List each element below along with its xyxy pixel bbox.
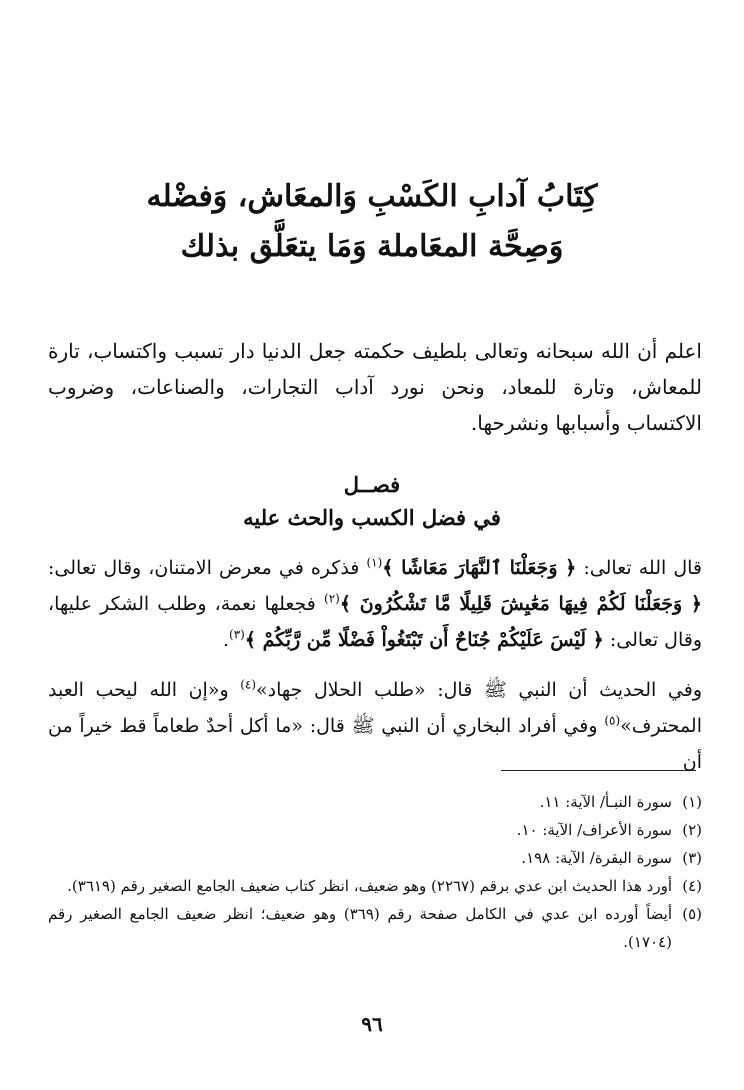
body-text-run: فذكره في معرض الامتنان، وقال تعالى:: [48, 557, 367, 579]
footnote-text: أورد هذا الحديث ابن عدي برقم (٢٢٦٧) وهو ضعيف، انظر كتاب ضعيف الجامع الصغير رقم (٣٦١٩).: [67, 877, 672, 895]
body-text-run: فجعلها نعمة، وطلب الشكر عليها، وقال تعالى:: [48, 593, 702, 651]
footnote-text: سورة النبـأ/ الآية: ١١.: [539, 793, 672, 811]
footnote-item: [48, 872, 702, 900]
body-text-run: .: [222, 629, 229, 651]
footnote-number: (٥): [682, 905, 702, 923]
quran-verse: ﴿ لَيْسَ عَلَيْكُمْ جُنَاحٌ أَن تَبْتَغُواْ فَضْلًا مِّن رَّبِّكُمْ ﴾: [244, 629, 604, 651]
footnote-item: [48, 788, 702, 816]
body-paragraph-1: [48, 550, 702, 658]
footnote-separator: [501, 770, 696, 771]
body-text-run: وفي الحديث أن النبي ﷺ قال: «طلب الحلال جهاد»: [256, 679, 702, 701]
page-number: ٩٦: [361, 1012, 383, 1036]
footnote-text: سورة البقرة/ الآية: ١٩٨.: [521, 849, 672, 867]
footnote-number: (٢): [682, 821, 702, 839]
intro-text: اعلم أن الله سبحانه وتعالى بلطيف حكمته جعل الدنيا دار تسبب واكتساب، تارة للمعاش، وتارة للمعاد، ونحن نورد آداب التجارات، والصناعات، وضروب الاكتساب وأسبابها ونشرحها.: [48, 339, 702, 435]
chapter-title: [0, 172, 744, 272]
body-text: [48, 550, 702, 780]
footnote-ref: (١): [366, 555, 383, 570]
body-text-run: وفي أفراد البخاري أن النبي ﷺ قال: «ما أكل أحدٌ طعاماً قط خيراً من أن: [48, 715, 702, 773]
intro-paragraph: [48, 333, 702, 441]
chapter-title-line-1: كِتَابُ آدابِ الكَسْبِ وَالمعَاش، وَفضْله: [146, 179, 598, 214]
footnote-ref: (٤): [240, 677, 257, 692]
footnote-item: [48, 844, 702, 872]
quran-verse: ﴿ وَجَعَلْنَا ٱلنَّهَارَ مَعَاشًا ﴾: [382, 557, 577, 579]
footnote-number: (٤): [682, 877, 702, 895]
footnote-number: (١): [682, 793, 702, 811]
footnote-text: سورة الأعراف/ الآية: ١٠.: [516, 821, 672, 839]
footnote-ref: (٢): [324, 591, 340, 606]
section-title: فصــل: [343, 472, 401, 497]
footnote-number: (٣): [682, 849, 702, 867]
chapter-title-line-2: وَصِحَّة المعَاملة وَمَا يتعَلَّق بذلك: [180, 229, 564, 264]
section-heading: [0, 470, 744, 536]
body-paragraph-2: [48, 672, 702, 780]
body-text-run: و«إن الله ليحب العبد المحترف»: [48, 679, 702, 737]
quran-verse: ﴿ وَجَعَلْنَا لَكُمْ فِيهَا مَعَٰيِشَ قَلِيلًا مَّا تَشْكُرُونَ ﴾: [339, 593, 702, 615]
footnote-item: [48, 816, 702, 844]
footnote-ref: (٣): [229, 627, 245, 642]
body-text-run: قال الله تعالى:: [576, 557, 703, 579]
footnote-ref: (٥): [604, 713, 621, 728]
footnote-text: أيضاً أورده ابن عدي في الكامل صفحة رقم (٣٦٩) وهو ضعيف؛ انظر ضعيف الجامع الصغير رقم (١٧٠٤).: [48, 905, 672, 951]
section-subtitle: في فضل الكسب والحث عليه: [243, 505, 501, 530]
footnotes: [48, 788, 702, 956]
footnote-item: [48, 900, 702, 956]
